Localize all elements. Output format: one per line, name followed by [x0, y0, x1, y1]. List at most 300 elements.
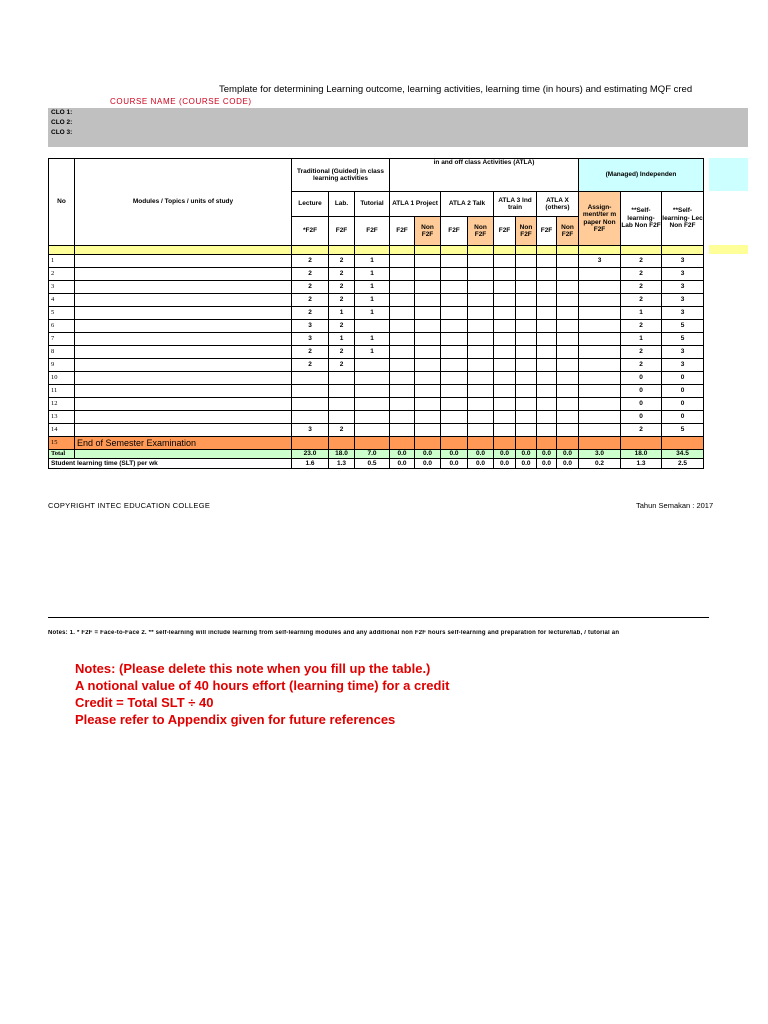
atla-cell[interactable] — [415, 333, 441, 346]
total-value: 0.0 — [468, 450, 494, 459]
atla-cell[interactable] — [390, 255, 415, 268]
atla-cell[interactable] — [494, 294, 516, 307]
lab-cell[interactable]: 2 — [329, 281, 355, 294]
atla-cell[interactable] — [494, 385, 516, 398]
atla-cell[interactable] — [537, 346, 557, 359]
page-title: Template for determining Learning outcome, learning activities, learning time (in hours) and estimating MQF cred — [219, 84, 693, 95]
lecture-cell[interactable]: 3 — [292, 424, 329, 437]
atla-cell[interactable] — [537, 294, 557, 307]
lab-cell[interactable]: 2 — [329, 346, 355, 359]
atla-cell[interactable] — [441, 268, 468, 281]
lab-cell[interactable] — [329, 385, 355, 398]
atla-cell[interactable] — [537, 320, 557, 333]
tutorial-cell[interactable] — [355, 398, 390, 411]
self-learning-lab-cell[interactable]: 0 — [621, 398, 662, 411]
header-f2f-star: *F2F — [292, 217, 329, 246]
atla-cell[interactable] — [441, 411, 468, 424]
table-row — [49, 255, 704, 268]
lecture-cell[interactable]: 2 — [292, 255, 329, 268]
lecture-cell[interactable]: 2 — [292, 268, 329, 281]
atla-cell[interactable] — [557, 333, 579, 346]
atla-cell[interactable] — [557, 307, 579, 320]
atla-cell[interactable] — [516, 398, 537, 411]
self-learning-lec-cell[interactable]: 3 — [662, 255, 704, 268]
atla-cell[interactable] — [557, 268, 579, 281]
atla-cell[interactable] — [537, 281, 557, 294]
atla-cell[interactable] — [516, 320, 537, 333]
red-note-line: A notional value of 40 hours effort (learning time) for a credit — [75, 678, 450, 693]
self-learning-lab-cell[interactable]: 1 — [621, 333, 662, 346]
self-learning-lec-cell[interactable]: 3 — [662, 307, 704, 320]
lecture-cell[interactable]: 2 — [292, 307, 329, 320]
atla-cell[interactable] — [516, 281, 537, 294]
copyright-text: COPYRIGHT INTEC EDUCATION COLLEGE — [48, 501, 211, 510]
atla-cell[interactable] — [516, 424, 537, 437]
self-learning-lec-cell[interactable]: 3 — [662, 268, 704, 281]
atla-cell[interactable] — [557, 359, 579, 372]
atla-cell[interactable] — [415, 411, 441, 424]
self-learning-lec-cell[interactable]: 5 — [662, 320, 704, 333]
self-learning-lab-cell[interactable]: 2 — [621, 346, 662, 359]
lab-cell[interactable]: 1 — [329, 333, 355, 346]
slt-value: 0.0 — [494, 459, 516, 469]
assignment-cell[interactable] — [579, 372, 621, 385]
self-learning-lec-cell[interactable]: 3 — [662, 359, 704, 372]
atla-cell[interactable] — [468, 333, 494, 346]
exam-cell[interactable] — [662, 437, 704, 450]
atla-cell[interactable] — [415, 320, 441, 333]
total-value: 0.0 — [390, 450, 415, 459]
atla-cell[interactable] — [468, 281, 494, 294]
module-cell[interactable] — [75, 307, 292, 320]
self-learning-lec-cell[interactable]: 0 — [662, 398, 704, 411]
exam-cell[interactable] — [441, 437, 468, 450]
lab-cell[interactable]: 2 — [329, 255, 355, 268]
atla-cell[interactable] — [537, 372, 557, 385]
atla-cell[interactable] — [441, 333, 468, 346]
atla-cell[interactable] — [516, 359, 537, 372]
header-lab: Lab. — [329, 192, 355, 217]
atla-cell[interactable] — [537, 333, 557, 346]
slt-table — [48, 158, 704, 469]
atla-cell[interactable] — [494, 372, 516, 385]
lecture-cell[interactable] — [292, 372, 329, 385]
atla-cell[interactable] — [441, 359, 468, 372]
atla-cell[interactable] — [468, 268, 494, 281]
atla-cell[interactable] — [537, 359, 557, 372]
slt-value: 1.3 — [329, 459, 355, 469]
module-cell[interactable] — [75, 359, 292, 372]
lecture-cell[interactable]: 2 — [292, 359, 329, 372]
tutorial-cell[interactable]: 1 — [355, 268, 390, 281]
table-row — [49, 307, 704, 320]
atla-cell[interactable] — [468, 307, 494, 320]
assignment-cell[interactable] — [579, 294, 621, 307]
atla-cell[interactable] — [516, 307, 537, 320]
atla-cell[interactable] — [468, 346, 494, 359]
atla-cell[interactable] — [468, 424, 494, 437]
assignment-cell[interactable] — [579, 411, 621, 424]
atla-cell[interactable] — [537, 385, 557, 398]
header-modules: Modules / Topics / units of study — [75, 159, 292, 246]
total-value: 18.0 — [329, 450, 355, 459]
row-number: 12 — [49, 398, 75, 411]
clo-section — [48, 108, 748, 147]
self-learning-lec-cell[interactable]: 3 — [662, 294, 704, 307]
atla-cell[interactable] — [441, 255, 468, 268]
assignment-cell[interactable]: 3 — [579, 255, 621, 268]
total-value: 7.0 — [355, 450, 390, 459]
total-row — [49, 450, 704, 459]
module-cell[interactable] — [75, 424, 292, 437]
header-lecture: Lecture — [292, 192, 329, 217]
header-f2f: F2F — [537, 217, 557, 246]
exam-cell[interactable] — [468, 437, 494, 450]
table-row — [49, 359, 704, 372]
header-f2f: F2F — [390, 217, 415, 246]
atla-cell[interactable] — [557, 320, 579, 333]
lab-cell[interactable]: 2 — [329, 359, 355, 372]
slt-value: 0.5 — [355, 459, 390, 469]
header-f2f: F2F — [441, 217, 468, 246]
atla-cell[interactable] — [390, 424, 415, 437]
tutorial-cell[interactable] — [355, 385, 390, 398]
atla-cell[interactable] — [557, 385, 579, 398]
assignment-cell[interactable] — [579, 307, 621, 320]
exam-cell[interactable] — [557, 437, 579, 450]
module-cell[interactable] — [75, 372, 292, 385]
atla-cell[interactable] — [537, 307, 557, 320]
exam-cell[interactable] — [516, 437, 537, 450]
self-learning-lec-cell[interactable]: 3 — [662, 281, 704, 294]
atla-cell[interactable] — [494, 346, 516, 359]
row-number: 1 — [49, 255, 75, 268]
exam-cell[interactable] — [537, 437, 557, 450]
atla-cell[interactable] — [537, 398, 557, 411]
module-cell[interactable] — [75, 346, 292, 359]
self-learning-lab-cell[interactable]: 2 — [621, 268, 662, 281]
module-cell[interactable] — [75, 268, 292, 281]
assignment-cell[interactable] — [579, 281, 621, 294]
clo-2-label: CLO 2: — [51, 119, 73, 126]
slt-value: 0.0 — [557, 459, 579, 469]
exam-cell[interactable] — [579, 437, 621, 450]
atla-cell[interactable] — [390, 359, 415, 372]
table-row — [49, 424, 704, 437]
atla-cell[interactable] — [415, 307, 441, 320]
assignment-cell[interactable] — [579, 320, 621, 333]
assignment-cell[interactable] — [579, 385, 621, 398]
atla-cell[interactable] — [415, 294, 441, 307]
total-value: 3.0 — [579, 450, 621, 459]
atla-cell[interactable] — [468, 359, 494, 372]
assignment-cell[interactable] — [579, 398, 621, 411]
module-cell[interactable] — [75, 385, 292, 398]
atla-cell[interactable] — [390, 320, 415, 333]
module-cell[interactable] — [75, 320, 292, 333]
atla-cell[interactable] — [441, 294, 468, 307]
tutorial-cell[interactable] — [355, 424, 390, 437]
exam-cell[interactable] — [292, 437, 329, 450]
atla-cell[interactable] — [415, 255, 441, 268]
divider — [48, 617, 709, 618]
total-blank — [75, 450, 292, 459]
header-extension — [709, 158, 748, 191]
self-learning-lab-cell[interactable]: 2 — [621, 359, 662, 372]
exam-cell[interactable] — [415, 437, 441, 450]
atla-cell[interactable] — [557, 281, 579, 294]
atla-cell[interactable] — [557, 294, 579, 307]
self-learning-lab-cell[interactable]: 0 — [621, 385, 662, 398]
exam-cell[interactable] — [329, 437, 355, 450]
table-row — [49, 320, 704, 333]
slt-value: 0.0 — [516, 459, 537, 469]
table-row — [49, 385, 704, 398]
tutorial-cell[interactable]: 1 — [355, 346, 390, 359]
tutorial-cell[interactable] — [355, 411, 390, 424]
slt-value: 0.2 — [579, 459, 621, 469]
atla-cell[interactable] — [390, 333, 415, 346]
clo-1-label: CLO 1: — [51, 109, 73, 116]
atla-cell[interactable] — [390, 294, 415, 307]
table-row — [49, 346, 704, 359]
total-value: 0.0 — [516, 450, 537, 459]
tutorial-cell[interactable] — [355, 372, 390, 385]
atla-cell[interactable] — [557, 372, 579, 385]
atla-cell[interactable] — [468, 385, 494, 398]
self-learning-lab-cell[interactable]: 0 — [621, 372, 662, 385]
self-learning-lec-cell[interactable]: 0 — [662, 411, 704, 424]
self-learning-lab-cell[interactable]: 2 — [621, 281, 662, 294]
tutorial-cell[interactable]: 1 — [355, 307, 390, 320]
exam-cell[interactable] — [355, 437, 390, 450]
lecture-cell[interactable]: 2 — [292, 281, 329, 294]
exam-cell[interactable] — [494, 437, 516, 450]
self-learning-lec-cell[interactable]: 5 — [662, 424, 704, 437]
total-label: Total — [49, 450, 75, 459]
slt-value: 0.0 — [415, 459, 441, 469]
lecture-cell[interactable] — [292, 385, 329, 398]
module-cell[interactable] — [75, 281, 292, 294]
table-row — [49, 411, 704, 424]
lecture-cell[interactable] — [292, 411, 329, 424]
atla-cell[interactable] — [494, 424, 516, 437]
atla-cell[interactable] — [415, 398, 441, 411]
atla-cell[interactable] — [415, 346, 441, 359]
atla-cell[interactable] — [494, 398, 516, 411]
exam-cell[interactable] — [390, 437, 415, 450]
atla-cell[interactable] — [557, 255, 579, 268]
lecture-cell[interactable]: 3 — [292, 333, 329, 346]
atla-cell[interactable] — [494, 411, 516, 424]
total-value: 0.0 — [441, 450, 468, 459]
slt-value: 1.3 — [621, 459, 662, 469]
tutorial-cell[interactable]: 1 — [355, 255, 390, 268]
row-number: 8 — [49, 346, 75, 359]
atla-cell[interactable] — [557, 411, 579, 424]
row-number: 4 — [49, 294, 75, 307]
atla-cell[interactable] — [390, 372, 415, 385]
table-row — [49, 333, 704, 346]
atla-cell[interactable] — [537, 424, 557, 437]
atla-cell[interactable] — [468, 255, 494, 268]
self-learning-lab-cell[interactable]: 2 — [621, 320, 662, 333]
module-cell[interactable] — [75, 294, 292, 307]
atla-cell[interactable] — [516, 333, 537, 346]
lecture-cell[interactable]: 3 — [292, 320, 329, 333]
atla-cell[interactable] — [390, 307, 415, 320]
self-learning-lab-cell[interactable]: 2 — [621, 294, 662, 307]
atla-cell[interactable] — [516, 294, 537, 307]
module-cell[interactable] — [75, 398, 292, 411]
row-number: 11 — [49, 385, 75, 398]
atla-cell[interactable] — [494, 307, 516, 320]
red-note-line: Credit = Total SLT ÷ 40 — [75, 695, 214, 710]
self-learning-lec-cell[interactable]: 5 — [662, 333, 704, 346]
self-learning-lab-cell[interactable]: 2 — [621, 424, 662, 437]
table-row — [49, 294, 704, 307]
assignment-cell[interactable] — [579, 359, 621, 372]
atla-cell[interactable] — [537, 411, 557, 424]
atla-cell[interactable] — [441, 320, 468, 333]
exam-label: End of Semester Examination — [75, 437, 292, 450]
lab-cell[interactable] — [329, 411, 355, 424]
atla-cell[interactable] — [415, 359, 441, 372]
atla-cell[interactable] — [441, 372, 468, 385]
atla-cell[interactable] — [415, 268, 441, 281]
tutorial-cell[interactable] — [355, 320, 390, 333]
atla-cell[interactable] — [494, 281, 516, 294]
atla-cell[interactable] — [441, 307, 468, 320]
atla-cell[interactable] — [390, 281, 415, 294]
atla-cell[interactable] — [516, 372, 537, 385]
atla-cell[interactable] — [516, 346, 537, 359]
total-value: 0.0 — [415, 450, 441, 459]
slt-value: 1.6 — [292, 459, 329, 469]
total-value: 34.5 — [662, 450, 704, 459]
atla-cell[interactable] — [494, 359, 516, 372]
atla-cell[interactable] — [494, 268, 516, 281]
atla-cell[interactable] — [494, 320, 516, 333]
atla-cell[interactable] — [390, 398, 415, 411]
atla-cell[interactable] — [415, 385, 441, 398]
atla-cell[interactable] — [390, 346, 415, 359]
atla-cell[interactable] — [516, 268, 537, 281]
lab-cell[interactable] — [329, 398, 355, 411]
lab-cell[interactable] — [329, 372, 355, 385]
total-value: 0.0 — [494, 450, 516, 459]
self-learning-lab-cell[interactable]: 1 — [621, 307, 662, 320]
header-traditional: Traditional (Guided) in class learning activities — [292, 159, 390, 192]
atla-cell[interactable] — [537, 255, 557, 268]
row-number: 13 — [49, 411, 75, 424]
self-learning-lec-cell[interactable]: 0 — [662, 385, 704, 398]
module-cell[interactable] — [75, 333, 292, 346]
atla-cell[interactable] — [494, 333, 516, 346]
lab-cell[interactable]: 2 — [329, 424, 355, 437]
header-non-f2f: Non F2F — [468, 217, 494, 246]
header-atla-group: in and off class Activities (ATLA) — [390, 159, 579, 192]
atla-cell[interactable] — [415, 424, 441, 437]
header-f2f: F2F — [355, 217, 390, 246]
atla-cell[interactable] — [390, 268, 415, 281]
header-f2f: F2F — [494, 217, 516, 246]
atla-cell[interactable] — [557, 398, 579, 411]
slt-value: 0.0 — [468, 459, 494, 469]
self-learning-lab-cell[interactable]: 0 — [621, 411, 662, 424]
tutorial-cell[interactable] — [355, 359, 390, 372]
tutorial-cell[interactable]: 1 — [355, 333, 390, 346]
atla-cell[interactable] — [468, 294, 494, 307]
header-non-f2f: Non F2F — [415, 217, 441, 246]
atla-cell[interactable] — [468, 398, 494, 411]
header-managed: (Managed) Independen — [579, 159, 704, 192]
atla-cell[interactable] — [441, 281, 468, 294]
slt-value: 0.0 — [390, 459, 415, 469]
atla-cell[interactable] — [415, 281, 441, 294]
separator-row — [49, 246, 704, 255]
lecture-cell[interactable]: 2 — [292, 346, 329, 359]
atla-cell[interactable] — [516, 255, 537, 268]
atla-cell[interactable] — [441, 346, 468, 359]
atla-cell[interactable] — [441, 385, 468, 398]
self-learning-lab-cell[interactable]: 2 — [621, 255, 662, 268]
module-cell[interactable] — [75, 411, 292, 424]
atla-cell[interactable] — [468, 320, 494, 333]
exam-cell[interactable] — [621, 437, 662, 450]
header-f2f: F2F — [329, 217, 355, 246]
slt-value: 2.5 — [662, 459, 704, 469]
self-learning-lec-cell[interactable]: 3 — [662, 346, 704, 359]
atla-cell[interactable] — [415, 372, 441, 385]
assignment-cell[interactable] — [579, 268, 621, 281]
atla-cell[interactable] — [516, 385, 537, 398]
lecture-cell[interactable] — [292, 398, 329, 411]
row-number: 14 — [49, 424, 75, 437]
atla-cell[interactable] — [537, 268, 557, 281]
header-non-f2f: Non F2F — [557, 217, 579, 246]
atla-cell[interactable] — [441, 424, 468, 437]
atla-cell[interactable] — [557, 424, 579, 437]
atla-cell[interactable] — [441, 398, 468, 411]
tutorial-cell[interactable]: 1 — [355, 281, 390, 294]
assignment-cell[interactable] — [579, 346, 621, 359]
lab-cell[interactable]: 1 — [329, 307, 355, 320]
atla-cell[interactable] — [390, 411, 415, 424]
slt-label: Student learning time (SLT) per wk — [49, 459, 292, 469]
revision-year: Tahun Semakan : 2017 — [636, 501, 714, 510]
module-cell[interactable] — [75, 255, 292, 268]
assignment-cell[interactable] — [579, 424, 621, 437]
tutorial-cell[interactable]: 1 — [355, 294, 390, 307]
clo-3-label: CLO 3: — [51, 129, 73, 136]
atla-cell[interactable] — [494, 255, 516, 268]
lab-cell[interactable]: 2 — [329, 294, 355, 307]
atla-cell[interactable] — [557, 346, 579, 359]
lecture-cell[interactable]: 2 — [292, 294, 329, 307]
atla-cell[interactable] — [468, 372, 494, 385]
atla-cell[interactable] — [468, 411, 494, 424]
lab-cell[interactable]: 2 — [329, 268, 355, 281]
atla-cell[interactable] — [516, 411, 537, 424]
course-name: COURSE NAME (COURSE CODE) — [110, 97, 252, 106]
atla-cell[interactable] — [390, 385, 415, 398]
self-learning-lec-cell[interactable]: 0 — [662, 372, 704, 385]
header-assignment: Assign- ment/ter m paper Non F2F — [579, 192, 621, 246]
assignment-cell[interactable] — [579, 333, 621, 346]
lab-cell[interactable]: 2 — [329, 320, 355, 333]
header-non-f2f: Non F2F — [516, 217, 537, 246]
